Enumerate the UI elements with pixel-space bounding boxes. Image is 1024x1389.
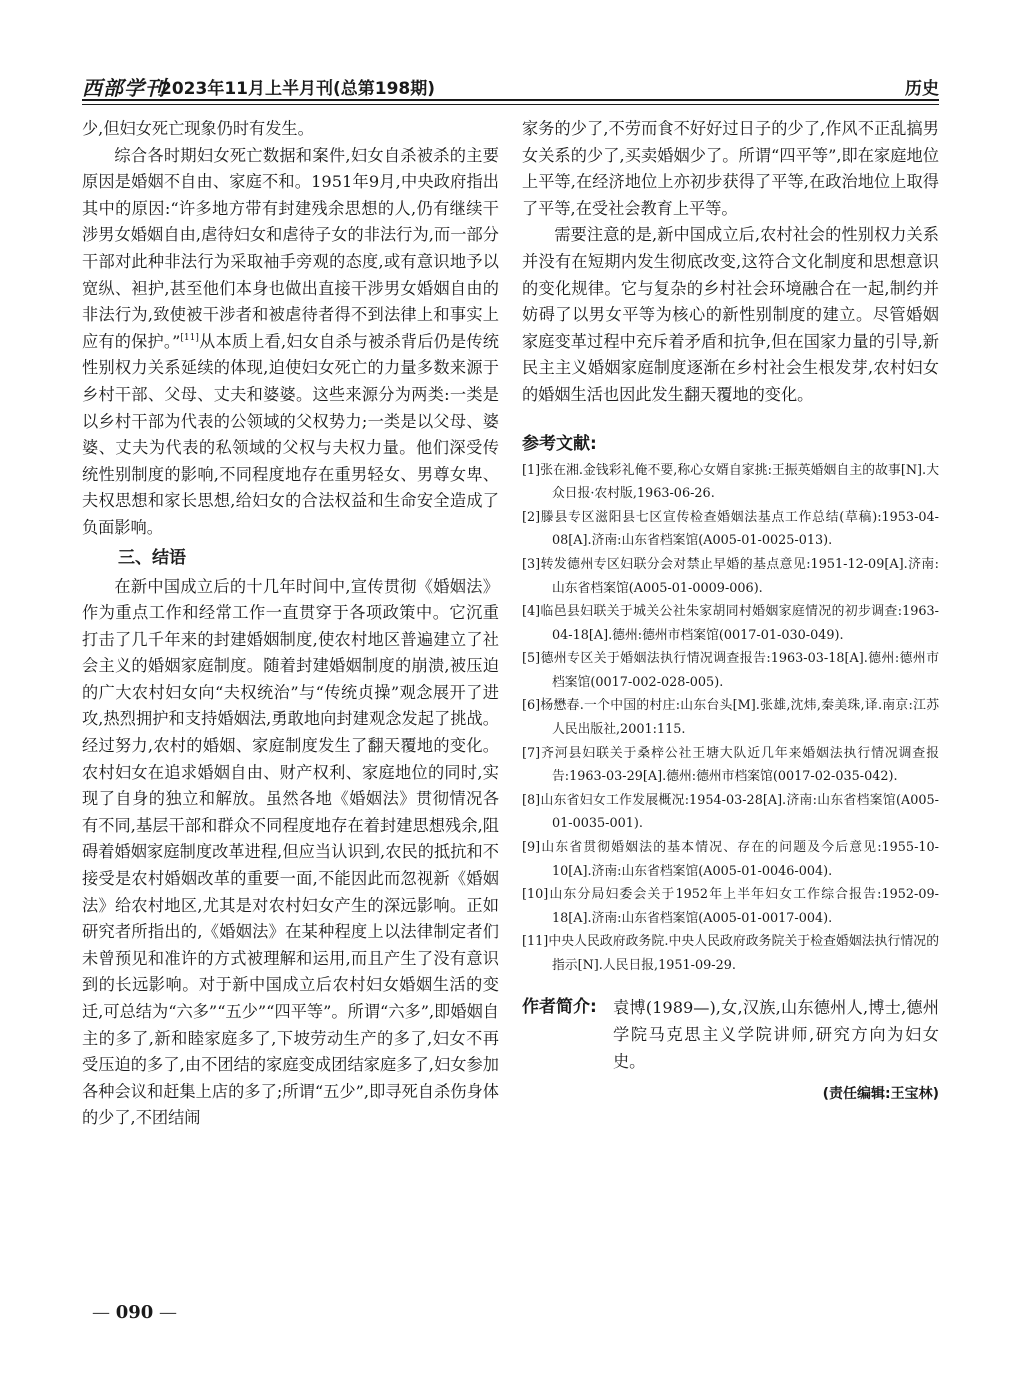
author-bio-label: 作者简介:	[522, 996, 597, 1017]
reference-item: [1]张在湘.金钱彩礼俺不要,称心女婿自家挑:王振英婚姻自主的故事[N].大众日报·农村版,1963-06-26.	[522, 462, 939, 502]
reference-list	[522, 459, 939, 978]
paragraph: 在新中国成立后的十几年时间中,宣传贯彻《婚姻法》作为重点工作和经常工作一直贯穿于各项政策中。它沉重打击了几千年来的封建婚姻制度,使农村地区普遍建立了社会主义的婚姻家庭制度。随着封建婚姻制度的崩溃,被压迫的广大农村妇女向“夫权统治”与“传统贞操”观念展开了进攻,热烈拥护和支持婚姻法,勇敢地向封建观念发起了挑战。经过努力,农村的婚姻、家庭制度发生了翻天覆地的变化。农村妇女在追求婚姻自由、财产权利、家庭地位的同时,实现了自身的独立和解放。虽然各地《婚姻法》贯彻情况各有不同,基层干部和群众不同程度地存在着封建思想残余,阻碍着婚姻家庭制度改革进程,但应当认识到,农民的抵抗和不接受是农村婚姻改革的重要一面,不能因此而忽视新《婚姻法》给农村地区,尤其是对农村妇女产生的深远影响。正如研究者所指出的,《婚姻法》在某种程度上以法律制定者们未曾预见和准许的方式被理解和运用,而且产生了没有意识到的长远影响。对于新中国成立后农村妇女婚姻生活的变迁,可总结为“六多”“五少”“四平等”。所谓“六多”,即婚姻自主的多了,新和睦家庭多了,下坡劳动生产的多了,妇女不再受压迫的多了,由不团结的家庭变成团结家庭多了,妇女参加各种会议和赶集上店的多了;所谓“五少”,即寻死自杀伤身体的少了,不团结闹	[82, 576, 499, 1128]
reference-item: [8]山东省妇女工作发展概况:1954-03-28[A].济南:山东省档案馆(A005-01-0035-001).	[522, 792, 939, 832]
responsible-editor: (责任编辑:王宝林)	[822, 1085, 939, 1102]
paragraph	[82, 143, 499, 542]
page-footer	[92, 1302, 177, 1323]
folio-dash-left: —	[92, 1302, 116, 1323]
reference-item: [11]中央人民政府政务院.中央人民政府政务院关于检查婚姻法执行情况的指示[N].人民日报,1951-09-29.	[522, 934, 939, 973]
issue-info: 2023年11月上半月刊(总第198期)	[160, 79, 435, 99]
reference-item: [4]临邑县妇联关于城关公社朱家胡同村婚姻家庭情况的初步调查:1963-04-18[A].德州:德州市档案馆(0017-01-030-049).	[522, 604, 939, 643]
header-rule-thin	[82, 104, 939, 105]
reference-item: [6]杨懋春.一个中国的村庄:山东台头[M].张雄,沈炜,秦美珠,译.南京:江苏人民出版社,2001:115.	[522, 698, 939, 738]
left-column	[82, 116, 499, 1132]
section-heading: 三、结语	[118, 547, 186, 568]
author-bio-text: 袁博(1989—),女,汉族,山东德州人,博士,德州学院马克思主义学院讲师,研究方向为妇女史。	[613, 997, 939, 1071]
citation-marker: [11]	[180, 332, 199, 343]
reference-item: [10]山东分局妇委会关于1952年上半年妇女工作综合报告:1952-09-18[A].济南:山东省档案馆(A005-01-0017-004).	[522, 887, 939, 926]
right-column	[522, 116, 939, 1107]
reference-item: [3]转发德州专区妇联分会对禁止早婚的基点意见:1951-12-09[A].济南:山东省档案馆(A005-01-0009-006).	[522, 556, 939, 596]
running-header	[82, 70, 939, 100]
folio-dash-right: —	[153, 1302, 178, 1323]
paragraph: 家务的少了,不劳而食不好好过日子的少了,作风不正乱搞男女关系的少了,买卖婚姻少了。所谓“四平等”,即在家庭地位上平等,在经济地位上亦初步获得了平等,在政治地位上取得了平等,在受社会教育上平等。	[522, 119, 939, 218]
author-bio	[522, 994, 939, 1075]
reference-item: [5]德州专区关于婚姻法执行情况调查报告:1963-03-18[A].德州:德州市档案馆(0017-002-028-005).	[522, 651, 939, 690]
section-name: 历史	[905, 79, 939, 99]
paragraph: 需要注意的是,新中国成立后,农村社会的性别权力关系并没有在短期内发生彻底改变,这符合文化制度和思想意识的变化规律。它与复杂的乡村社会环境融合在一起,制约并妨碍了以男女平等为核心的新性别制度的建立。尽管婚姻家庭变革过程中充斥着矛盾和抗争,但在国家力量的引导,新民主主义婚姻家庭制度逐渐在乡村社会生根发芽,农村妇女的婚姻生活也因此发生翻天覆地的变化。	[522, 225, 939, 404]
paragraph-text: 综合各时期妇女死亡数据和案件,妇女自杀被杀的主要原因是婚姻不自由、家庭不和。1951年9月,中央政府指出其中的原因:“许多地方带有封建残余思想的人,仍有继续干涉男女婚姻自由,虐待妇女和虐待子女的非法行为,而一部分干部对此种非法行为采取袖手旁观的态度,或有意识地予以宽纵、袒护,甚至他们本身也做出直接干涉男女婚姻自由的非法行为,致使被干涉者和被虐待者得不到法律上和事实上应有的保护。”	[82, 145, 499, 351]
references-heading: 参考文献:	[522, 433, 597, 454]
reference-item: [2]滕县专区滋阳县七区宣传检查婚姻法基点工作总结(草稿):1953-04-08[A].济南:山东省档案馆(A005-01-0025-013).	[522, 509, 940, 549]
paragraph-text: 从本质上看,妇女自杀与被杀背后仍是传统性别权力关系延续的体现,迫使妇女死亡的力量多数来源于乡村干部、父母、丈夫和婆婆。这些来源分为两类:一类是以乡村干部为代表的公领域的父权势力;一类是以父母、婆婆、丈夫为代表的私领域的父权与夫权力量。他们深受传统性别制度的影响,不同程度地存在重男轻女、男尊女卑、夫权思想和家长思想,给妇女的合法权益和生命安全造成了负面影响。	[82, 331, 499, 537]
reference-item: [7]齐河县妇联关于桑梓公社王塘大队近几年来婚姻法执行情况调查报告:1963-03-29[A].德州:德州市档案馆(0017-02-035-042).	[522, 745, 939, 785]
reference-item: [9]山东省贯彻婚姻法的基本情况、存在的问题及今后意见:1955-10-10[A].济南:山东省档案馆(A005-01-0046-004).	[522, 840, 939, 879]
paragraph: 少,但妇女死亡现象仍时有发生。	[82, 119, 314, 138]
journal-logo: 西部学刊	[82, 76, 166, 100]
header-rule	[82, 99, 939, 101]
page-number: 090	[115, 1302, 154, 1323]
